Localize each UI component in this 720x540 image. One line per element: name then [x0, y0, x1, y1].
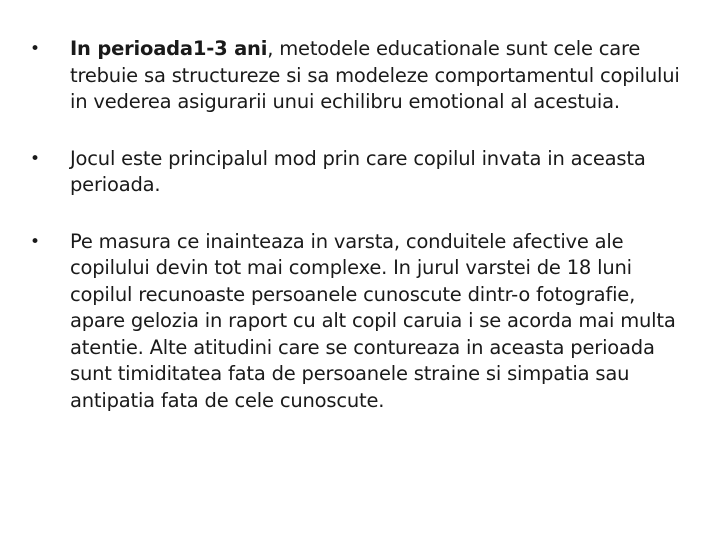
bullet-list	[30, 36, 680, 414]
bullet-text: , metodele educationale sunt cele care trebuie sa structureze si sa modeleze comportamentul copilului in vederea asigurarii unui echilibru emotional al acestuia.	[70, 37, 680, 113]
bullet-lead-text: In perioada1-3 ani	[70, 37, 268, 60]
bullet-item-age-methods	[30, 36, 680, 116]
bullet-item-affective-conduct	[30, 229, 680, 415]
bullet-item-play	[30, 146, 680, 199]
bullet-text: Jocul este principalul mod prin care copilul invata in aceasta perioada.	[70, 146, 646, 196]
bullet-marker: •	[30, 148, 40, 169]
bullet-marker: •	[30, 39, 40, 59]
bullet-marker: •	[30, 231, 40, 252]
bullet-text: Pe masura ce inainteaza in varsta, conduitele afective ale copilului devin tot mai complexe. In jurul varstei de 18 luni copilul recunoaste persoanele cunoscute dintr-o fotografie, apare gelozia in raport cu alt copil caruia i se acorda mai multa atentie. Alte atitudini care se contureaza in aceasta perioada sunt timiditatea fata de persoanele straine si simpatia sau antipatia fata de cele cunoscute.	[70, 229, 676, 412]
